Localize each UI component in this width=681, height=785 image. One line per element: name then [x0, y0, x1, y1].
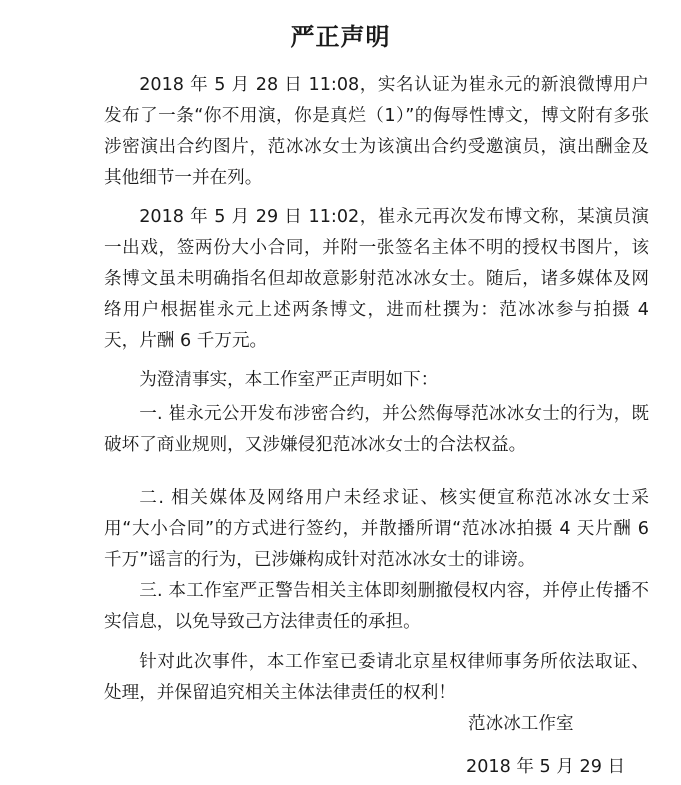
signature: 范冰冰工作室 — [468, 714, 574, 734]
paragraph-legal-action: 针对此次事件，本工作室已委请北京星权律师事务所依法取证、处理，并保留追究相关主体法律责任的权利！ — [104, 652, 649, 703]
document-title: 严正声明 — [290, 23, 391, 51]
paragraph-point-two: 二. 相关媒体及网络用户未经求证、核实便宣称范冰冰女士采用“大小合同”的方式进行签约，并散播所谓“范冰冰拍摄 4 天片酬 6 千万”谣言的行为，已涉嫌构成针对范冰冰女士的诽谤。 — [104, 488, 649, 570]
paragraph-point-three: 三. 本工作室严正警告相关主体即刻删撤侵权内容，并停止传播不实信息，以免导致己方法律责任的承担。 — [104, 581, 649, 632]
paragraph-clarification-intro: 为澄清事实，本工作室严正声明如下： — [139, 370, 439, 390]
paragraph-weibo-post-may-29: 2018 年 5 月 29 日 11:02，崔永元再次发布博文称，某演员演一出戏，签两份大小合同，并附一张签名主体不明的授权书图片，该条博文虽未明确指名但却故意影射范冰冰女士。随后，诸多媒体及网络用户根据崔永元上述两条博文，进而杜撰为：范冰冰参与拍摄 4 天，片酬 6 千万元。 — [104, 207, 649, 351]
paragraph-weibo-post-may-28: 2018 年 5 月 28 日 11:08，实名认证为崔永元的新浪微博用户发布了一条“你不用演，你是真烂（1）”的侮辱性博文，博文附有多张涉密演出合约图片，范冰冰女士为该演出合约受邀演员，演出酬金及其他细节一并在列。 — [104, 75, 649, 188]
statement-date: 2018 年 5 月 29 日 — [466, 757, 626, 777]
paragraph-point-one: 一. 崔永元公开发布涉密合约，并公然侮辱范冰冰女士的行为，既破坏了商业规则，又涉嫌侵犯范冰冰女士的合法权益。 — [104, 404, 649, 455]
